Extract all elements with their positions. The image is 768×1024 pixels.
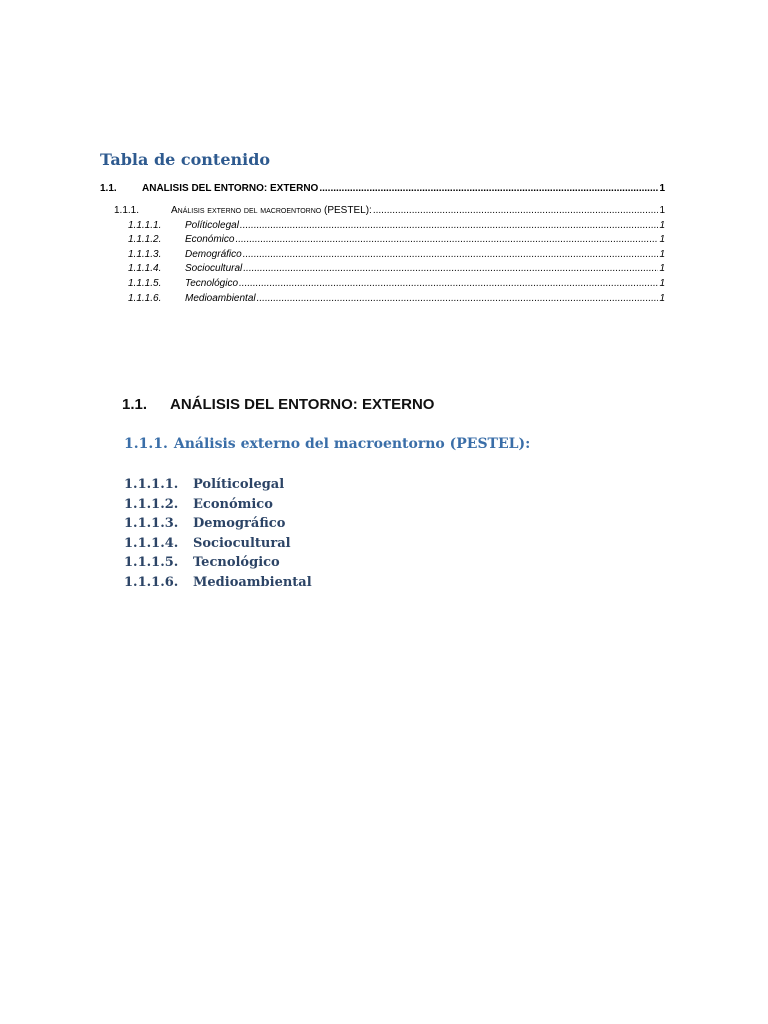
toc-leader-dots [239, 278, 658, 289]
heading-3-politicolegal [124, 477, 284, 492]
toc-entry-text: Políticolegal [185, 220, 239, 231]
toc-entry-text: Tecnológico [185, 278, 239, 289]
heading-3-text: Tecnológico [193, 555, 280, 570]
heading-2 [124, 436, 530, 452]
toc-entry-number: 1.1.1.5. [128, 278, 162, 289]
toc-entry-text: Medioambiental [185, 293, 256, 304]
toc-entry-1-1-1-1[interactable] [128, 220, 665, 231]
toc-leader-dots [319, 183, 658, 194]
toc-leader-dots [240, 220, 659, 231]
heading-3-number: 1.1.1.1. [124, 477, 179, 492]
heading-3-text: Políticolegal [193, 477, 285, 492]
heading-3-text: Económico [193, 497, 273, 512]
toc-page-number: 1 [659, 220, 665, 231]
toc-entry-number: 1.1. [100, 183, 117, 194]
toc-page-number: 1 [659, 205, 665, 216]
heading-3-text: Sociocultural [193, 536, 291, 551]
toc-entry-text: Demográfico [185, 249, 242, 260]
heading-3-number: 1.1.1.4. [124, 536, 179, 551]
toc-leader-dots [257, 293, 659, 304]
toc-leader-dots [243, 249, 659, 260]
toc-entry-1-1-1-2[interactable] [128, 234, 665, 245]
toc-entry-1-1-1-4[interactable] [128, 263, 665, 274]
toc-entry-1-1-1-6[interactable] [128, 293, 665, 304]
toc-entry-text: Sociocultural [185, 263, 243, 274]
toc-entry-1-1[interactable] [100, 183, 665, 194]
toc-entry-text-smallcaps: Análisis externo del macroentorno [171, 205, 322, 216]
toc-entry-text: Económico [185, 234, 235, 245]
heading-3-number: 1.1.1.6. [124, 575, 179, 590]
heading-3-number: 1.1.1.3. [124, 516, 179, 531]
heading-3-economico [124, 497, 273, 512]
heading-1 [122, 396, 434, 413]
heading-2-text: Análisis externo del macroentorno (PESTEL): [173, 436, 531, 452]
toc-page-number: 1 [659, 183, 665, 194]
heading-3-number: 1.1.1.2. [124, 497, 179, 512]
heading-2-number: 1.1.1. [124, 436, 168, 452]
toc-page-number: 1 [659, 249, 665, 260]
heading-3-tecnologico [124, 555, 280, 570]
toc-page-number: 1 [659, 278, 665, 289]
toc-entry-number: 1.1.1. [114, 205, 140, 216]
toc-page-number: 1 [659, 293, 665, 304]
toc-leader-dots [235, 234, 658, 245]
toc-entry-number: 1.1.1.6. [128, 293, 162, 304]
toc-leader-dots [373, 205, 659, 216]
toc-entry-1-1-1[interactable] [114, 205, 665, 216]
heading-3-demografico [124, 516, 285, 531]
toc-entry-number: 1.1.1.2. [128, 234, 162, 245]
heading-3-sociocultural [124, 536, 291, 551]
heading-1-number: 1.1. [122, 396, 148, 413]
toc-page-number: 1 [659, 234, 665, 245]
heading-3-medioambiental [124, 575, 312, 590]
toc-entry-number: 1.1.1.4. [128, 263, 162, 274]
heading-3-text: Demográfico [193, 516, 286, 531]
heading-3-text: Medioambiental [193, 575, 312, 590]
toc-entry-text-tail: (PESTEL): [321, 205, 372, 216]
toc-entry-1-1-1-3[interactable] [128, 249, 665, 260]
toc-page-number: 1 [659, 263, 665, 274]
toc-entry-number: 1.1.1.1. [128, 220, 162, 231]
toc-title: Tabla de contenido [100, 150, 271, 169]
toc-entry-text: ANÁLISIS DEL ENTORNO: EXTERNO [142, 183, 319, 194]
heading-3-number: 1.1.1.5. [124, 555, 179, 570]
toc-entry-1-1-1-5[interactable] [128, 278, 665, 289]
heading-1-text: ANÁLISIS DEL ENTORNO: EXTERNO [170, 396, 435, 413]
toc-entry-number: 1.1.1.3. [128, 249, 162, 260]
toc-entry-text [171, 205, 372, 216]
toc-leader-dots [243, 263, 658, 274]
